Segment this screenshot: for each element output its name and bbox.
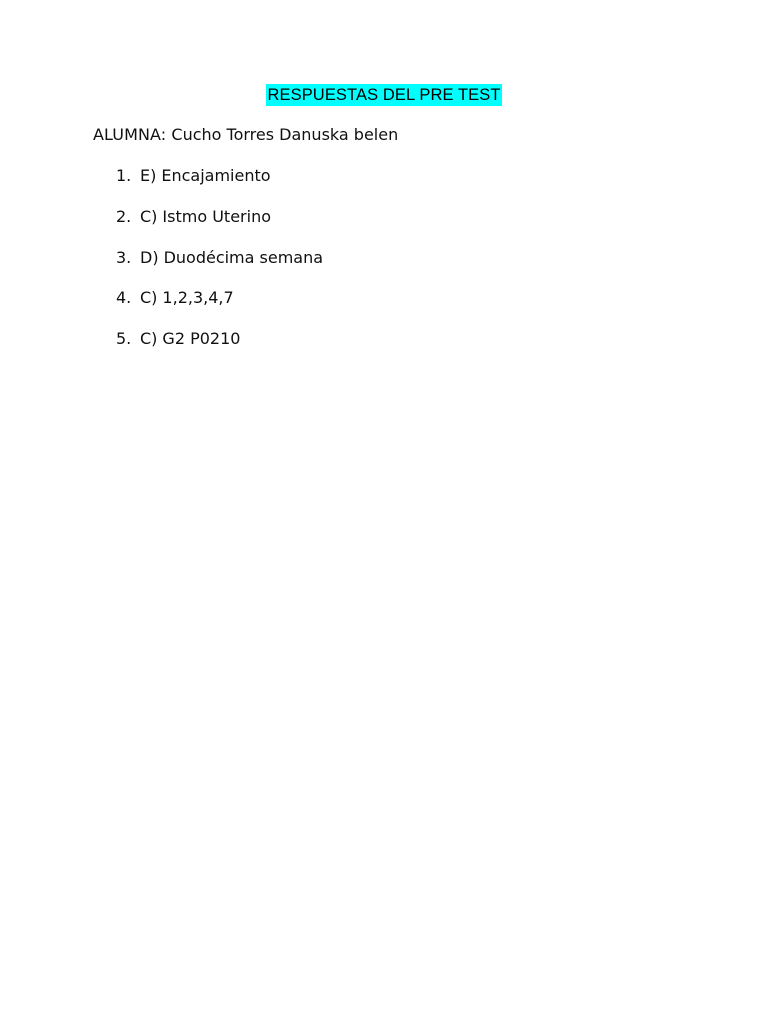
student-line <box>93 124 398 146</box>
answer-text: 1,2,3,4,7 <box>162 288 234 308</box>
answer-number: 4. <box>116 288 132 308</box>
answer-option: E) <box>140 166 157 185</box>
answer-option: C) <box>140 206 158 226</box>
page-title: RESPUESTAS DEL PRE TEST <box>267 86 501 104</box>
answer-text: G2 P0210 <box>162 329 241 349</box>
answer-item-1 <box>116 165 323 187</box>
answer-option: D) <box>140 247 159 267</box>
student-label: ALUMNA: <box>93 125 167 144</box>
answer-list <box>116 165 323 369</box>
answer-item-5 <box>116 328 323 350</box>
answer-number: 5. <box>116 329 132 349</box>
answer-text: Istmo Uterino <box>162 206 271 226</box>
answer-number: 3. <box>116 247 132 267</box>
title-container <box>0 84 768 106</box>
answer-option: C) <box>140 288 158 308</box>
answer-item-4 <box>116 287 323 309</box>
answer-item-2 <box>116 206 323 228</box>
answer-text: Encajamiento <box>161 166 271 185</box>
answer-number: 2. <box>116 206 132 226</box>
answer-text: Duodécima semana <box>163 247 324 267</box>
answer-option: C) <box>140 329 158 349</box>
answer-number: 1. <box>116 166 132 185</box>
answer-item-3 <box>116 247 323 269</box>
student-name: Cucho Torres Danuska belen <box>171 125 399 144</box>
